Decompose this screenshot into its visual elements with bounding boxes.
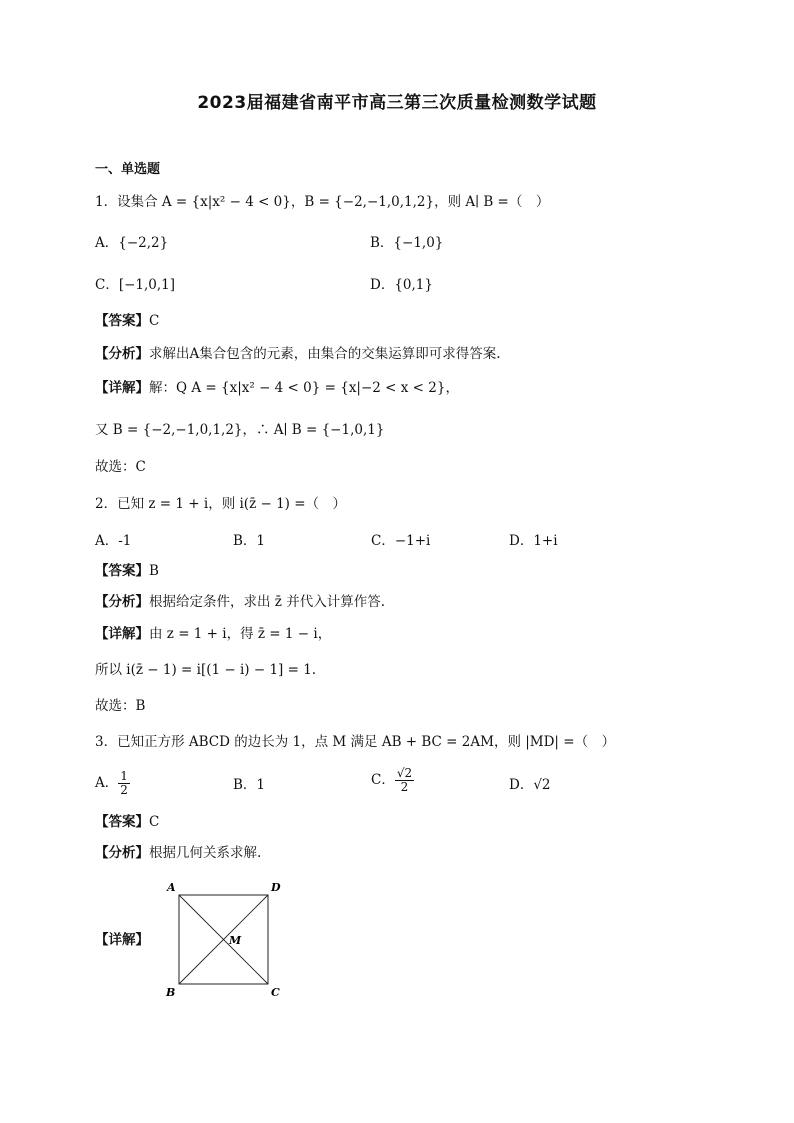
question-2-stem: 2．已知 z = 1 + i，则 i(z̄ − 1) =（ ） <box>95 496 347 512</box>
question-1-option-d: D．{0,1} <box>370 277 433 293</box>
question-2-detail-1 <box>95 624 331 644</box>
vertex-label-c: C <box>271 986 280 999</box>
detail-tag: 【详解】 <box>95 932 149 948</box>
fraction <box>395 767 414 794</box>
question-2-detail-2: 所以 i(z̄ − 1) = i[(1 − i) − 1] = 1. <box>95 662 317 678</box>
question-1-detail-1 <box>95 378 459 398</box>
fraction-numerator: √2 <box>396 766 413 780</box>
fraction-denominator: 2 <box>400 780 409 794</box>
analysis-text: 求解出A集合包含的元素，由集合的交集运算即可求得答案. <box>149 346 501 362</box>
question-1-option-c: C．[−1,0,1] <box>95 277 176 293</box>
fraction <box>118 770 130 797</box>
question-3-analysis <box>95 843 261 863</box>
question-3-option-d: D．√2 <box>509 777 551 793</box>
question-3-option-c <box>371 767 414 794</box>
analysis-text: 根据几何关系求解. <box>149 845 262 861</box>
square-figure <box>163 880 288 1000</box>
option-label: C． <box>371 772 395 788</box>
question-2-choose: 故选：B <box>95 698 146 714</box>
fraction-denominator: 2 <box>120 783 128 797</box>
answer-tag: 【答案】 <box>95 313 149 329</box>
answer-tag: 【答案】 <box>95 814 149 830</box>
question-2-answer <box>95 561 159 581</box>
question-3-detail <box>95 930 149 950</box>
analysis-tag: 【分析】 <box>95 594 149 610</box>
question-2-option-b: B．1 <box>233 533 266 549</box>
analysis-text: 根据给定条件，求出 z̄ 并代入计算作答. <box>149 594 385 610</box>
answer-value: B <box>149 563 159 579</box>
answer-value: C <box>149 313 160 329</box>
question-1-detail-2: 又 B = {−2,−1,0,1,2}，∴ A∣ B = {−1,0,1} <box>95 422 385 438</box>
answer-value: C <box>149 814 160 830</box>
question-1-answer <box>95 311 159 331</box>
center-label-m: M <box>229 934 242 947</box>
question-1-analysis <box>95 344 501 364</box>
detail-tag: 【详解】 <box>95 626 149 642</box>
question-3-stem: 3．已知正方形 ABCD 的边长为 1，点 M 满足 AB + BC = 2AM，则 |MD| =（ ） <box>95 734 616 750</box>
question-1-stem: 1．设集合 A = {x|x² − 4 < 0}，B = {−2,−1,0,1,2}，则 A∣ B =（ ） <box>95 194 550 210</box>
question-1-option-b: B．{−1,0} <box>370 235 444 251</box>
question-2-option-c: C．−1+i <box>371 533 431 549</box>
section-heading: 一、单选题 <box>95 162 161 177</box>
question-1-option-a: A．{−2,2} <box>95 235 169 251</box>
answer-tag: 【答案】 <box>95 563 149 579</box>
detail-tag: 【详解】 <box>95 380 149 396</box>
detail-text: 解：Q A = {x|x² − 4 < 0} = {x|−2 < x < 2}， <box>149 380 459 396</box>
question-3-option-a <box>95 770 130 797</box>
vertex-label-d: D <box>271 881 281 894</box>
square-diagram <box>163 880 288 1000</box>
question-3-answer <box>95 812 159 832</box>
question-2-option-a: A．-1 <box>95 533 132 549</box>
question-2-analysis <box>95 592 385 612</box>
page-title: 2023届福建省南平市高三第三次质量检测数学试题 <box>197 93 597 113</box>
question-3-option-b: B．1 <box>233 777 266 793</box>
analysis-tag: 【分析】 <box>95 346 149 362</box>
detail-text: 由 z = 1 + i，得 z̄ = 1 − i， <box>149 626 332 642</box>
analysis-tag: 【分析】 <box>95 845 149 861</box>
vertex-label-b: B <box>166 986 176 999</box>
vertex-label-a: A <box>167 881 176 894</box>
question-1-choose: 故选：C <box>95 459 146 475</box>
option-label: A． <box>95 775 119 791</box>
fraction-numerator: 1 <box>120 769 128 783</box>
question-2-option-d: D．1+i <box>509 533 558 549</box>
